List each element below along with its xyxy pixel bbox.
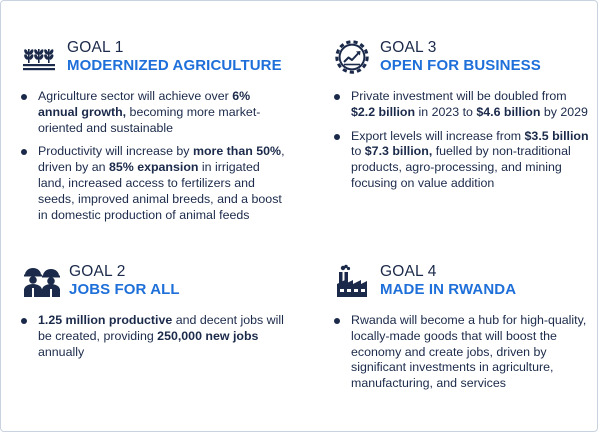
- goal-3-header: [334, 39, 589, 89]
- goal-1-bullet-1: Agriculture sector will achieve over 6% annual growth, becoming more market-oriented and sustainable: [21, 89, 289, 136]
- goal-4-number: GOAL 4: [380, 263, 437, 280]
- wheat-field-icon: [21, 39, 57, 75]
- goal-2-section: [21, 263, 289, 368]
- goal-4-header: [334, 263, 589, 313]
- goal-2-bullet-1: 1.25 million productive and decent jobs will be created, providing 250,000 new jobs annually: [21, 313, 289, 360]
- goal-2-title: JOBS FOR ALL: [69, 281, 180, 298]
- goal-1-list: [21, 89, 289, 223]
- goal-3-number: GOAL 3: [380, 39, 437, 56]
- workers-hardhat-icon: [21, 263, 63, 299]
- gear-growth-chart-icon: [334, 39, 370, 75]
- goal-4-title: MADE IN RWANDA: [380, 281, 517, 298]
- goal-4-section: [334, 263, 589, 400]
- goal-1-title: MODERNIZED AGRICULTURE: [67, 57, 282, 74]
- goal-3-bullet-1: Private investment will be doubled from $2.2 billion in 2023 to $4.6 billion by 2029: [334, 89, 589, 121]
- goal-2-number: GOAL 2: [69, 263, 126, 280]
- factory-icon: [334, 263, 370, 299]
- goal-3-bullet-2: Export levels will increase from $3.5 billion to $7.3 billion, fuelled by non-traditional products, agro-processing, and mining focusing on value addition: [334, 129, 589, 192]
- goal-1-section: [21, 39, 289, 231]
- goal-1-bullet-2: Productivity will increase by more than 50%, driven by an 85% expansion in irrigated land, increased access to fertilizers and seeds, improved animal breeds, and a boost in domestic production of animal feeds: [21, 144, 289, 223]
- goal-3-list: [334, 89, 589, 192]
- goal-1-number: GOAL 1: [67, 39, 124, 56]
- goal-4-bullet-1: Rwanda will become a hub for high-quality, locally-made goods that will boost the economy and create jobs, driven by significant investments in agriculture, manufacturing, and services: [334, 313, 589, 392]
- goal-2-list: [21, 313, 289, 360]
- goal-1-header: [21, 39, 289, 89]
- goal-3-section: [334, 39, 589, 200]
- goal-3-title: OPEN FOR BUSINESS: [380, 57, 541, 74]
- goal-4-list: [334, 313, 589, 392]
- goal-2-header: [21, 263, 289, 313]
